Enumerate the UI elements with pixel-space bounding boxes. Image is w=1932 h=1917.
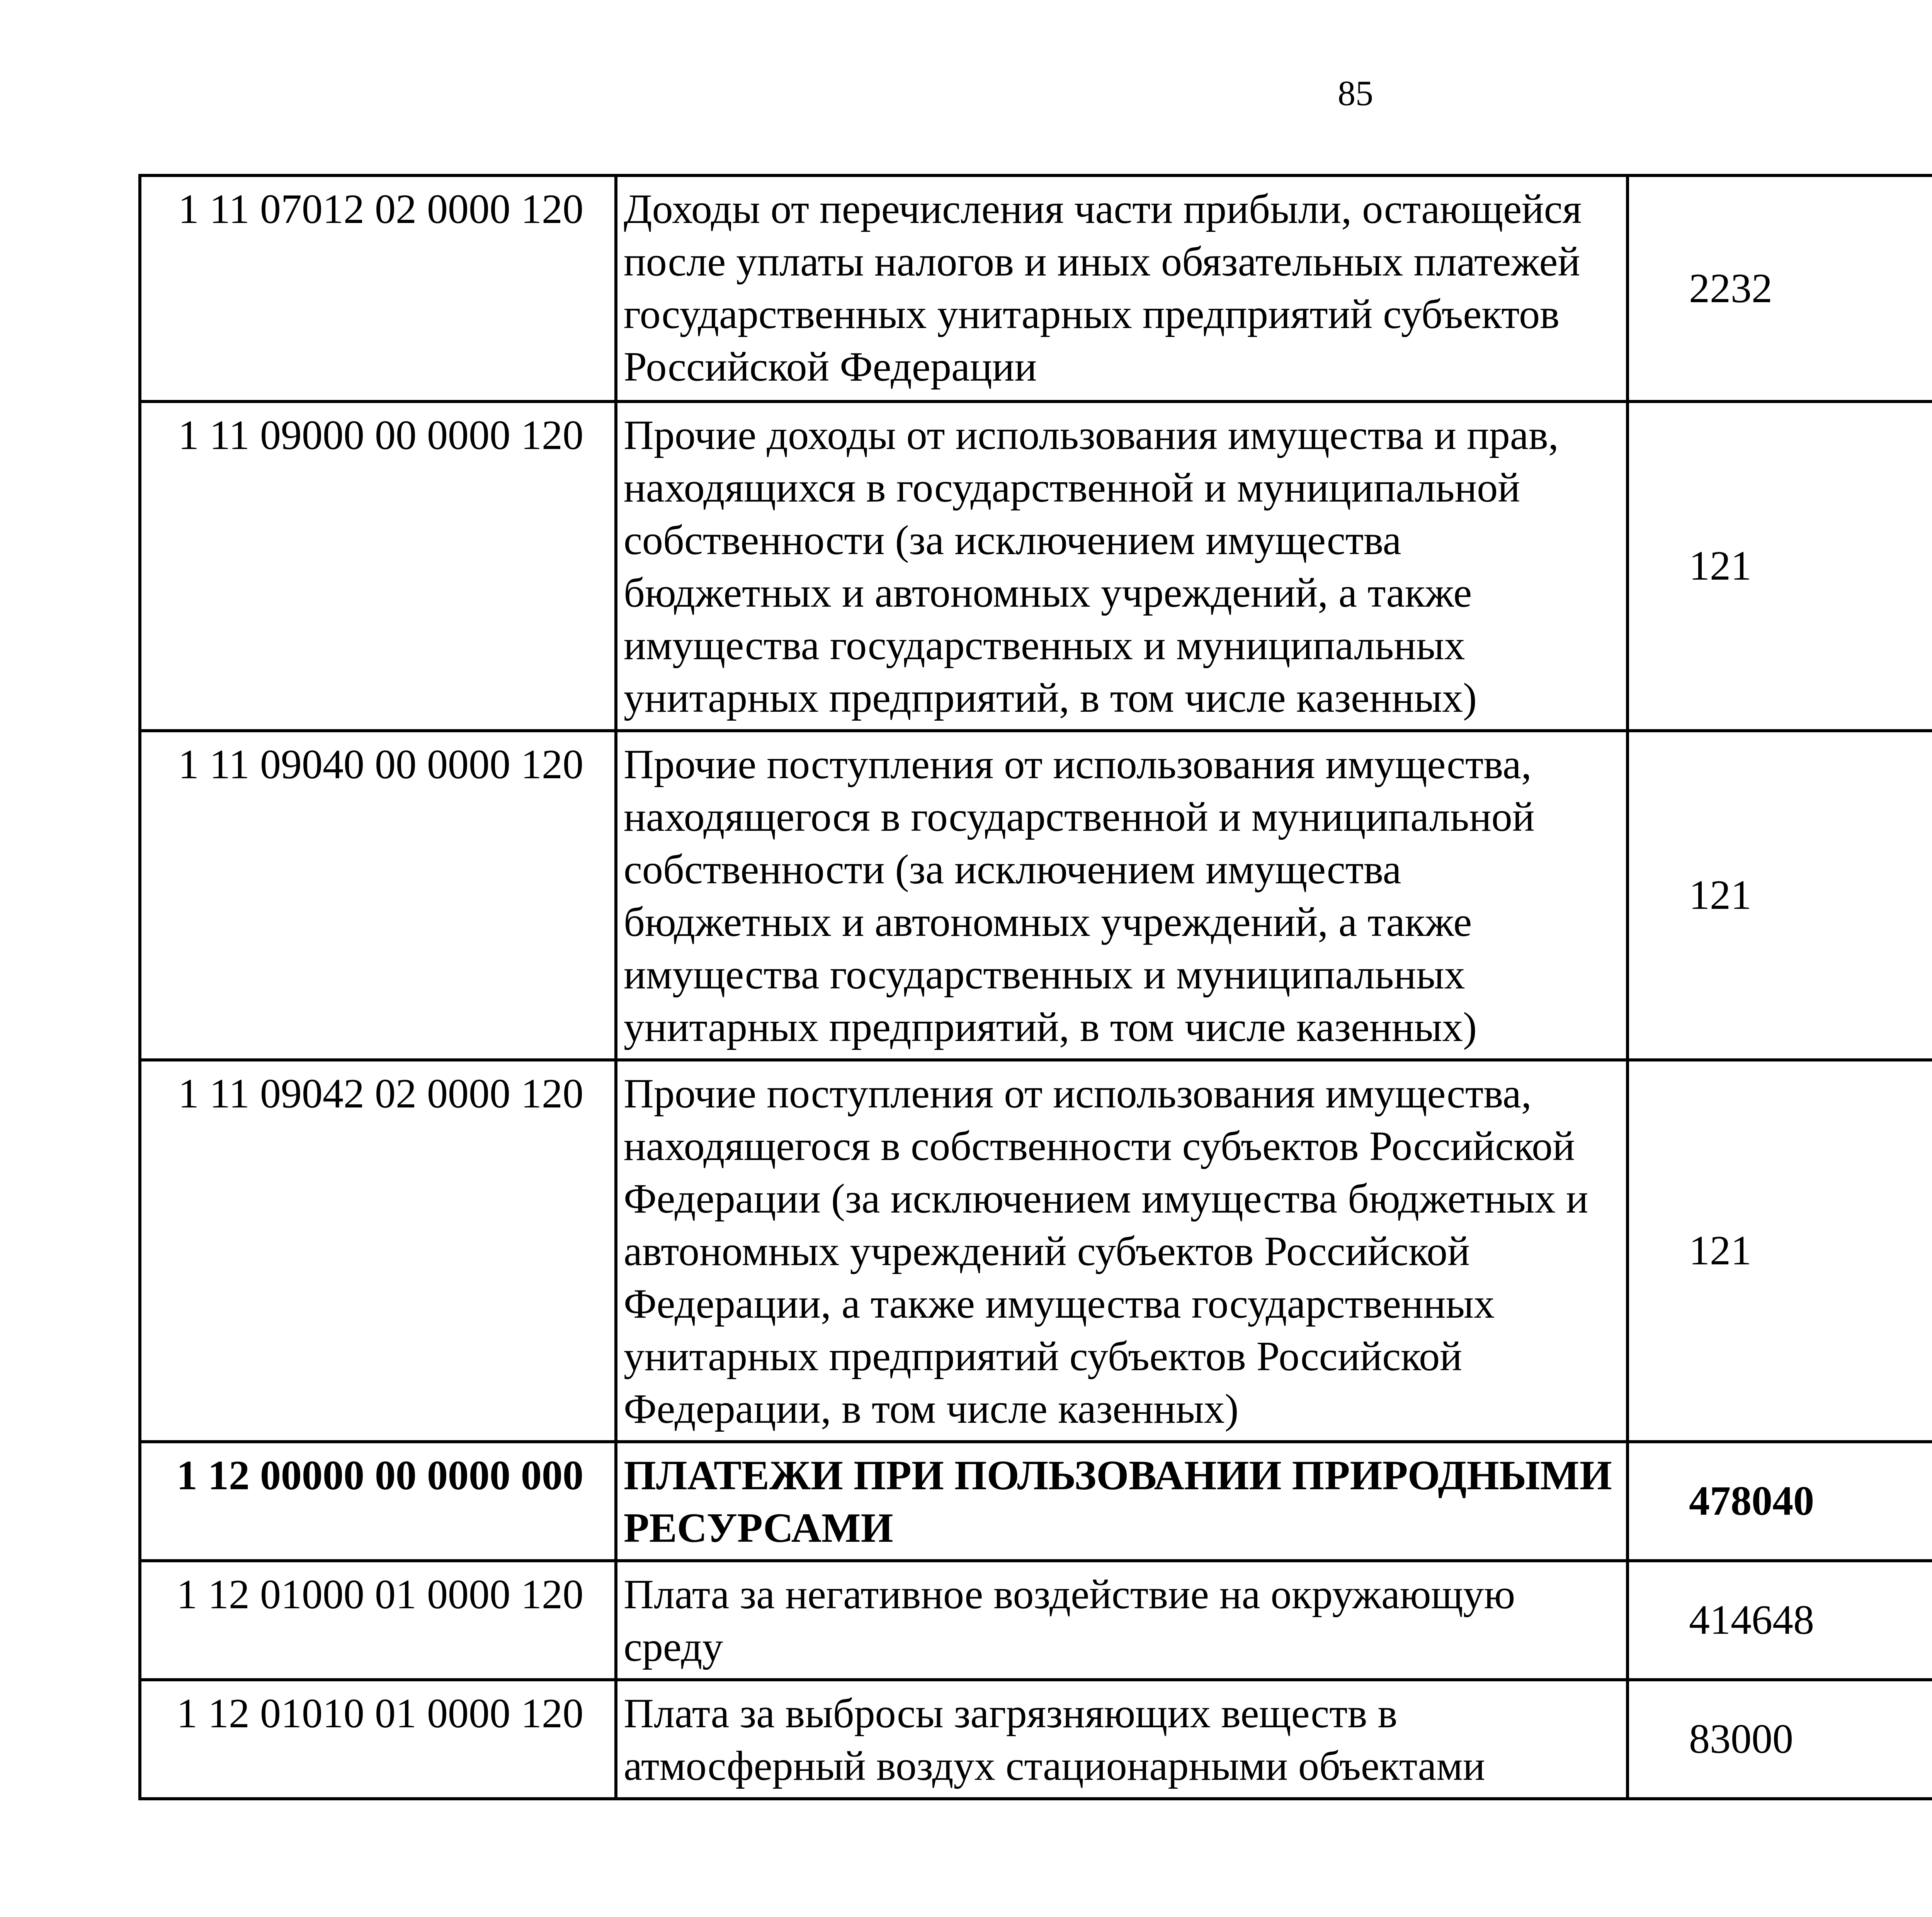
value-year-1: 414648 xyxy=(1628,1561,1932,1680)
revenue-name: Плата за негативное воздействие на окружающую среду xyxy=(616,1561,1628,1680)
budget-classification-code: 1 11 09000 00 0000 120 xyxy=(140,401,616,731)
table-row xyxy=(140,1060,1932,1442)
revenue-name: Доходы от перечисления части прибыли, остающейся после уплаты налогов и иных обязательных платежей государственных унитарных предприятий субъектов Российской Федерации xyxy=(616,175,1628,401)
budget-classification-code: 1 11 07012 02 0000 120 xyxy=(140,175,616,401)
revenue-name: ПЛАТЕЖИ ПРИ ПОЛЬЗОВАНИИ ПРИРОДНЫМИ РЕСУРСАМИ xyxy=(616,1442,1628,1561)
value-year-1: 121 xyxy=(1628,1060,1932,1442)
table-row xyxy=(140,401,1932,731)
budget-classification-code: 1 11 09040 00 0000 120 xyxy=(140,731,616,1060)
value-year-1: 83000 xyxy=(1628,1680,1932,1799)
value-year-1: 121 xyxy=(1628,731,1932,1060)
table-row xyxy=(140,1680,1932,1799)
revenue-name: Прочие доходы от использования имущества и прав, находящихся в государственной и муниципальной собственности (за исключением имущества бюджетных и автономных учреждений, а также имущества государственных и муниципальных унитарных предприятий, в том числе казенных) xyxy=(616,401,1628,731)
value-year-1: 2232 xyxy=(1628,175,1932,401)
budget-classification-code: 1 12 01000 01 0000 120 xyxy=(140,1561,616,1680)
budget-classification-code: 1 11 09042 02 0000 120 xyxy=(140,1060,616,1442)
table-row xyxy=(140,175,1932,401)
value-year-1: 121 xyxy=(1628,401,1932,731)
table-row-section-total xyxy=(140,1442,1932,1561)
budget-classification-code: 1 12 00000 00 0000 000 xyxy=(140,1442,616,1561)
budget-classification-code: 1 12 01010 01 0000 120 xyxy=(140,1680,616,1799)
revenue-name: Прочие поступления от использования имущества, находящегося в собственности субъектов Российской Федерации (за исключением имущества бюджетных и автономных учреждений субъектов Российской Федерации, а также имущества государственных унитарных предприятий субъектов Российской Федерации, в том числе казенных) xyxy=(616,1060,1628,1442)
budget-revenue-table xyxy=(138,174,1932,1800)
table-row xyxy=(140,731,1932,1060)
revenue-name: Плата за выбросы загрязняющих веществ в атмосферный воздух стационарными объектами xyxy=(616,1680,1628,1799)
page-number: 85 xyxy=(1338,73,1373,113)
table-row xyxy=(140,1561,1932,1680)
revenue-name: Прочие поступления от использования имущества, находящегося в государственной и муниципальной собственности (за исключением имущества бюджетных и автономных учреждений, а также имущества государственных и муниципальных унитарных предприятий, в том числе казенных) xyxy=(616,731,1628,1060)
value-year-1: 478040 xyxy=(1628,1442,1932,1561)
